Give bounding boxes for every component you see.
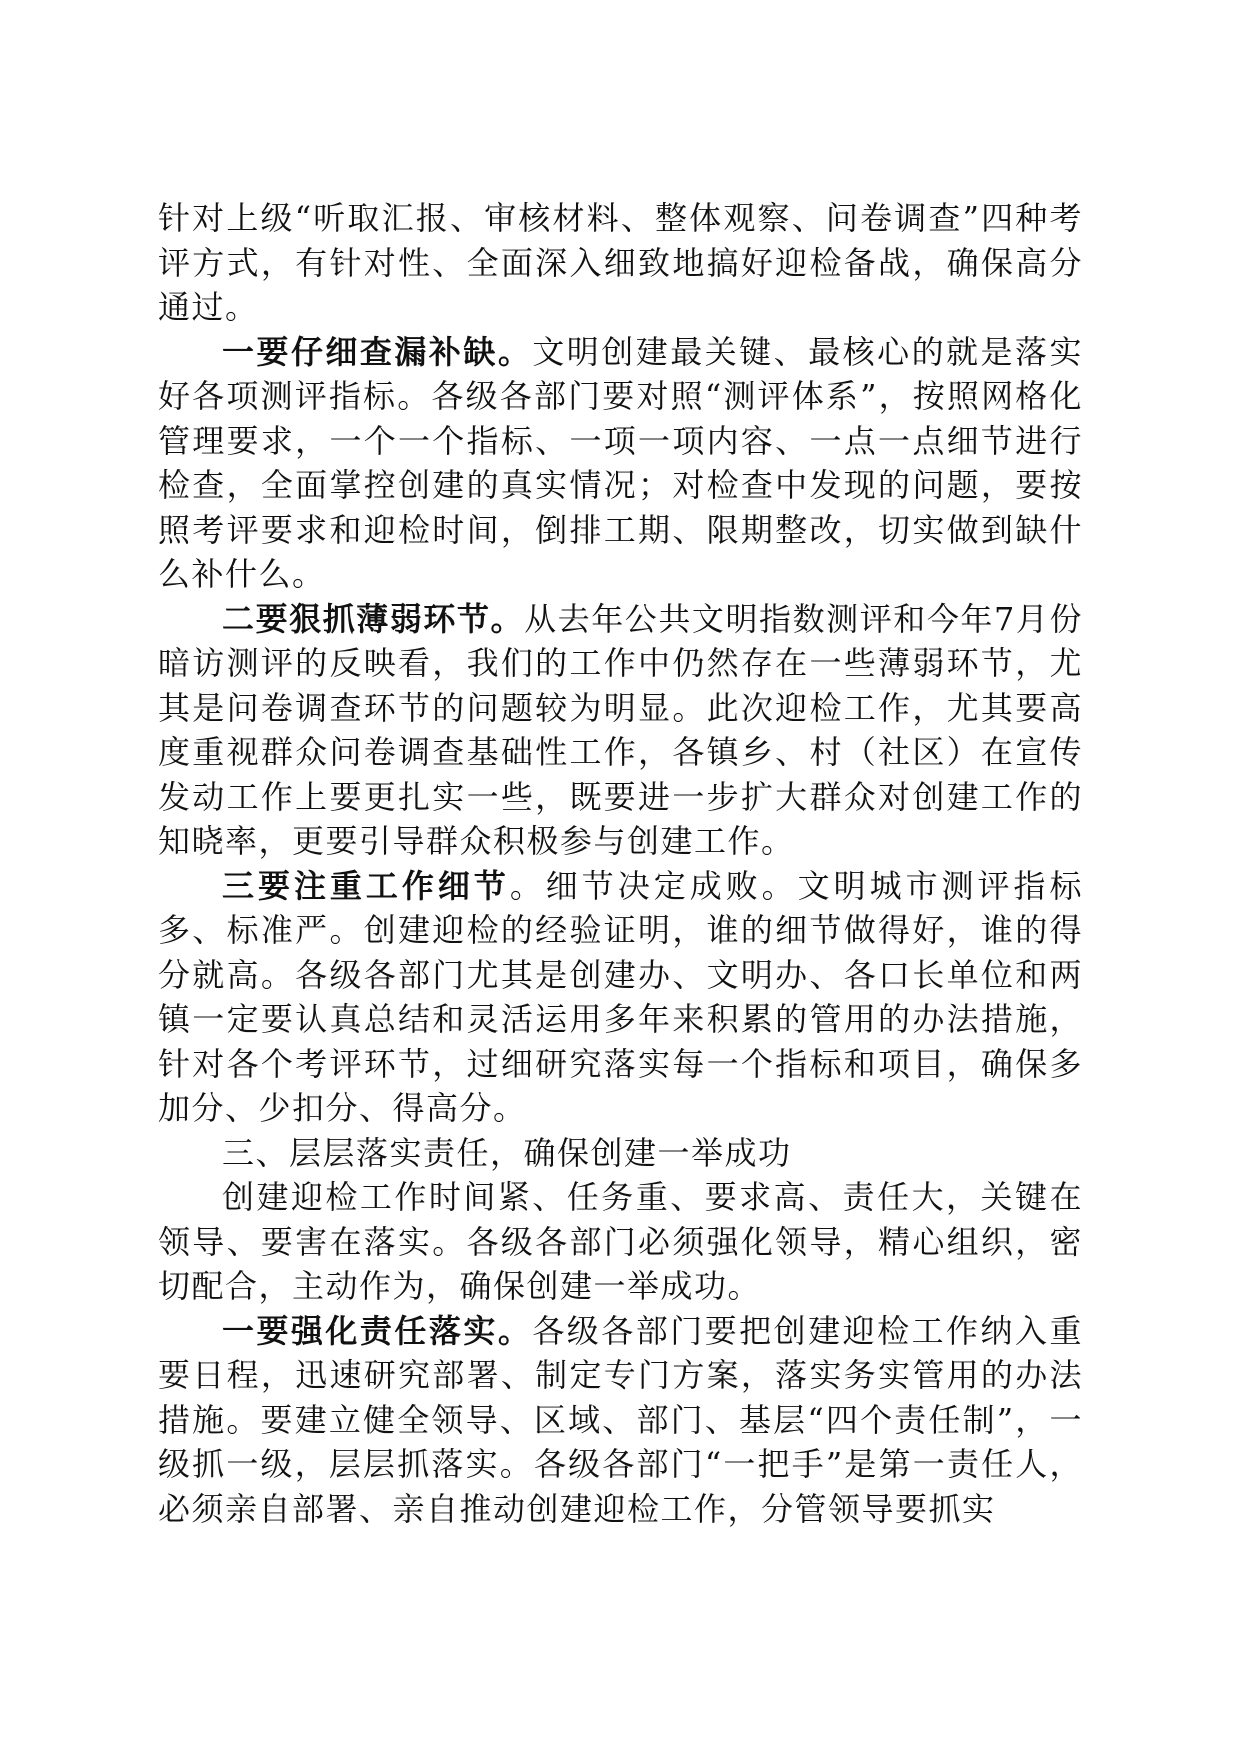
- paragraph-section-intro: [158, 1175, 1083, 1309]
- section-heading: 三、层层落实责任，确保创建一举成功: [222, 1133, 792, 1172]
- paragraph-intro: [158, 196, 1083, 330]
- paragraph-text: 创建迎检工作时间紧、任务重、要求高、责任大，关键在领导、要害在落实。各级各部门必须强化领导，精心组织，密切配合，主动作为，确保创建一举成功。: [158, 1178, 1083, 1305]
- paragraph-text: 针对上级“听取汇报、审核材料、整体观察、问卷调查”四种考评方式，有针对性、全面深入细致地搞好迎检备战，确保高分通过。: [158, 199, 1083, 326]
- paragraph-responsibility: [158, 1309, 1083, 1532]
- paragraph-check-gaps: [158, 330, 1083, 597]
- paragraph-lead: 一要仔细查漏补缺。: [222, 332, 533, 371]
- paragraph-lead: 二要狠抓薄弱环节。: [222, 599, 525, 638]
- paragraph-text: 从去年公共文明指数测评和今年7月份暗访测评的反映看，我们的工作中仍然存在一些薄弱环节，尤其是问卷调查环节的问题较为明显。此次迎检工作，尤其要高度重视群众问卷调查基础性工作，各镇乡、村（社区）在宣传发动工作上要更扎实一些，既要进一步扩大群众对创建工作的知晓率，更要引导群众积极参与创建工作。: [158, 599, 1083, 860]
- paragraph-weak-links: [158, 597, 1083, 864]
- paragraph-lead: 一要强化责任落实。: [222, 1311, 533, 1350]
- paragraph-lead: 三要注重工作细节: [222, 866, 510, 905]
- paragraph-text: 各级各部门要把创建迎检工作纳入重要日程，迅速研究部署、制定专门方案，落实务实管用的办法措施。要建立健全领导、区域、部门、基层“四个责任制”，一级抓一级，层层抓落实。各级各部门“一把手”是第一责任人，必须亲自部署、亲自推动创建迎检工作，分管领导要抓实: [158, 1311, 1083, 1528]
- paragraph-details: [158, 864, 1083, 1131]
- document-body: [158, 196, 1083, 1531]
- paragraph-text: 。细节决定成败。文明城市测评指标多、标准严。创建迎检的经验证明，谁的细节做得好，谁的得分就高。各级各部门尤其是创建办、文明办、各口长单位和两镇一定要认真总结和灵活运用多年来积累的管用的办法措施，针对各个考评环节，过细研究落实每一个指标和项目，确保多加分、少扣分、得高分。: [158, 866, 1083, 1127]
- paragraph-text: 文明创建最关键、最核心的就是落实好各项测评指标。各级各部门要对照“测评体系”，按照网格化管理要求，一个一个指标、一项一项内容、一点一点细节进行检查，全面掌控创建的真实情况；对检查中发现的问题，要按照考评要求和迎检时间，倒排工期、限期整改，切实做到缺什么补什么。: [158, 332, 1083, 593]
